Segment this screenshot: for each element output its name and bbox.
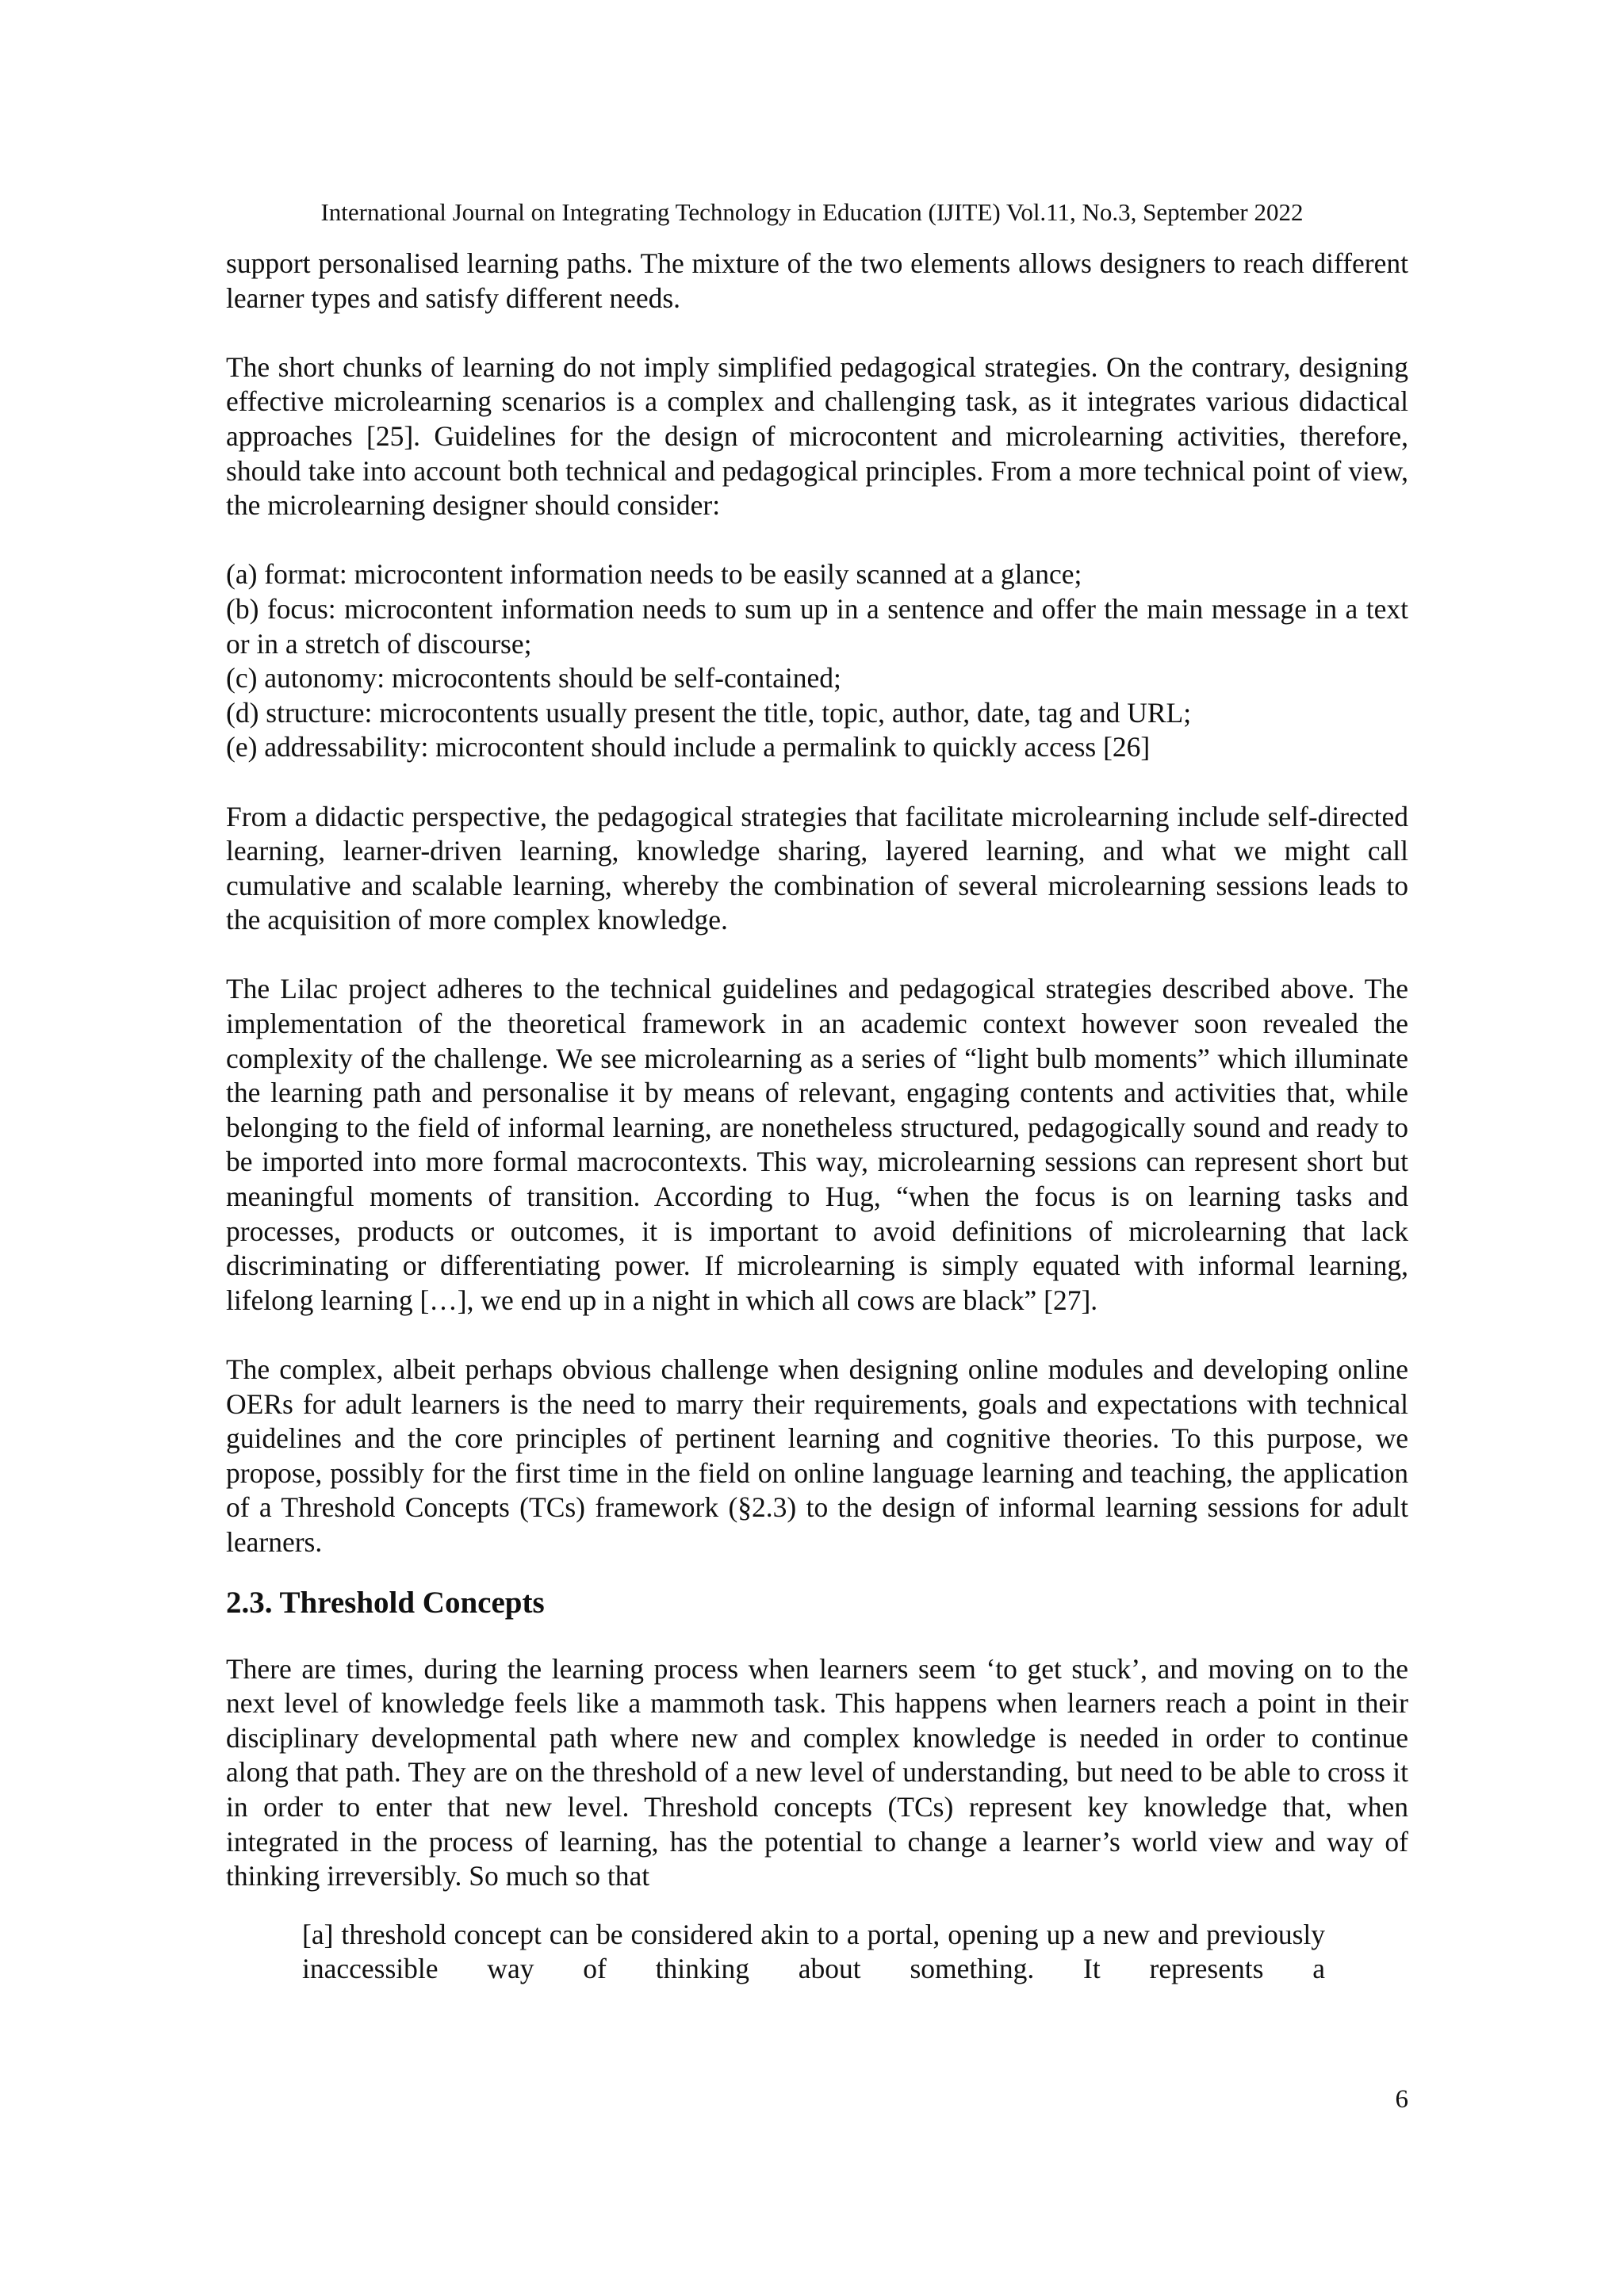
page-number: 6 [1395, 2085, 1408, 2114]
block-quote: [a] threshold concept can be considered akin to a portal, opening up a new and previously inaccessible way of thinking about something. It represents a [302, 1918, 1325, 1985]
list-item: (a) format: microcontent information needs to be easily scanned at a glance; [226, 558, 1082, 591]
paragraph-pedagogical-strategies: The short chunks of learning do not imply simplified pedagogical strategies. On the contrary, designing effective microlearning scenarios is a complex and challenging task, as it integrates various didactical approaches [25]. Guidelines for the design of microcontent and microlearning activities, therefore, should take into account both technical and pedagogical principles. From a more technical point of view, the microlearning designer should consider: [226, 350, 1408, 522]
guidelines-list [226, 557, 1408, 765]
paragraph-personalised-paths: support personalised learning paths. The mixture of the two elements allows designers to reach different learner types and satisfy different needs. [226, 247, 1408, 314]
paragraph-complex-challenge: The complex, albeit perhaps obvious challenge when designing online modules and developing online OERs for adult learners is the need to marry their requirements, goals and expectations with technical guidelines and the core principles of pertinent learning and cognitive theories. To this purpose, we propose, possibly for the first time in the field on online language learning and teaching, the application of a Threshold Concepts (TCs) framework (§2.3) to the design of informal learning sessions for adult learners. [226, 1353, 1408, 1558]
list-item: (c) autonomy: microcontents should be self-contained; [226, 662, 841, 695]
list-item: (d) structure: microcontents usually present the title, topic, author, date, tag and URL; [226, 696, 1192, 729]
section-heading: 2.3. Threshold Concepts [226, 1585, 545, 1620]
paragraph-lilac-project: The Lilac project adheres to the technical guidelines and pedagogical strategies described above. The implementation of the theoretical framework in an academic context however soon revealed the complexity of the challenge. We see microlearning as a series of “light bulb moments” which illuminate the learning path and personalise it by means of relevant, engaging contents and activities that, while belonging to the field of informal learning, are nonetheless structured, pedagogically sound and ready to be imported into more formal macrocontexts. This way, microlearning sessions can represent short but meaningful moments of transition. According to Hug, “when the focus is on learning tasks and processes, products or outcomes, it is important to avoid definitions of microlearning that lack discriminating or differentiating power. If microlearning is simply equated with informal learning, lifelong learning […], we end up in a night in which all cows are black” [27]. [226, 973, 1408, 1316]
list-item: (e) addressability: microcontent should include a permalink to quickly access [26] [226, 731, 1151, 763]
list-item: (b) focus: microcontent information needs to sum up in a sentence and offer the main message in a text or in a stretch of discourse; [226, 592, 1408, 660]
article-body [226, 247, 1408, 1987]
paragraph-threshold-concepts: There are times, during the learning process when learners seem ‘to get stuck’, and moving on to the next level of knowledge feels like a mammoth task. This happens when learners reach a point in their disciplinary developmental path where new and complex knowledge is needed in order to continue along that path. They are on the threshold of a new level of understanding, but need to be able to cross it in order to enter that new level. Threshold concepts (TCs) represent key knowledge that, when integrated in the process of learning, has the potential to change a learner’s world view and way of thinking irreversibly. So much so that [226, 1652, 1408, 1892]
running-header: International Journal on Integrating Technology in Education (IJITE) Vol.11, No.3, September 2022 [320, 198, 1304, 226]
paragraph-didactic-perspective: From a didactic perspective, the pedagogical strategies that facilitate microlearning include self-directed learning, learner-driven learning, knowledge sharing, layered learning, and what we might call cumulative and scalable learning, whereby the combination of several microlearning sessions leads to the acquisition of more complex knowledge. [226, 800, 1408, 936]
